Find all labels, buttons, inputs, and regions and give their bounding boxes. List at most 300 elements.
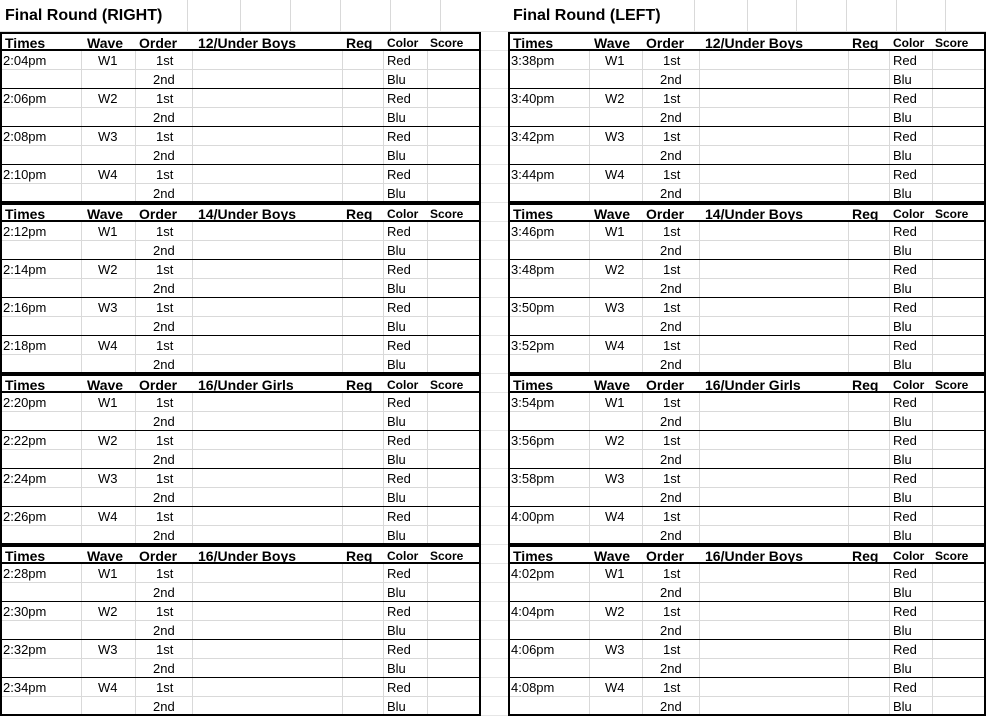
table-row[interactable]	[510, 431, 984, 450]
cell-divider	[427, 317, 428, 335]
table-row[interactable]	[2, 336, 479, 355]
cell-divider	[81, 222, 82, 240]
cell-divider	[699, 564, 700, 582]
cell-divider	[427, 659, 428, 677]
cell-divider	[192, 51, 193, 69]
color-cell: Red	[387, 53, 411, 68]
color-cell: Red	[893, 224, 917, 239]
cell-divider	[889, 450, 890, 468]
cell-divider	[427, 450, 428, 468]
table-row[interactable]	[510, 697, 984, 716]
table-row[interactable]	[2, 640, 479, 659]
grid-line	[481, 354, 508, 355]
cell-divider	[889, 393, 890, 411]
header-wave: Wave	[87, 35, 124, 51]
grid-line	[481, 639, 508, 640]
cell-divider	[589, 355, 590, 372]
cell-divider	[383, 241, 384, 259]
header-row	[2, 32, 479, 51]
cell-divider	[889, 70, 890, 88]
cell-divider	[699, 51, 700, 69]
cell-divider	[642, 165, 643, 183]
table-row[interactable]	[2, 127, 479, 146]
cell-divider	[589, 602, 590, 620]
cell-divider	[642, 697, 643, 714]
cell-divider	[642, 678, 643, 696]
cell-divider	[427, 222, 428, 240]
cell-divider	[135, 127, 136, 145]
cell-divider	[932, 336, 933, 354]
schedule-section	[0, 545, 481, 716]
cell-divider	[889, 165, 890, 183]
panel-right	[0, 0, 481, 716]
table-row[interactable]	[510, 51, 984, 70]
table-row[interactable]	[2, 583, 479, 602]
table-row[interactable]	[2, 488, 479, 507]
cell-divider	[192, 659, 193, 677]
cell-divider	[427, 678, 428, 696]
cell-divider	[427, 526, 428, 543]
header-reg: Reg	[346, 206, 373, 222]
table-row[interactable]	[2, 526, 479, 545]
wave-cell: W2	[605, 604, 625, 619]
table-row[interactable]	[2, 146, 479, 165]
table-row[interactable]	[510, 127, 984, 146]
color-cell: Red	[893, 91, 917, 106]
table-row[interactable]	[2, 89, 479, 108]
cell-divider	[383, 526, 384, 543]
table-row[interactable]	[510, 184, 984, 203]
color-cell: Red	[893, 642, 917, 657]
cell-divider	[427, 469, 428, 487]
cell-divider	[135, 564, 136, 582]
table-row[interactable]	[510, 298, 984, 317]
cell-divider	[642, 222, 643, 240]
cell-divider	[699, 431, 700, 449]
cell-divider	[589, 393, 590, 411]
schedule-section	[508, 374, 986, 545]
cell-divider	[589, 51, 590, 69]
table-row[interactable]	[510, 659, 984, 678]
table-row[interactable]	[510, 393, 984, 412]
grid-line	[694, 0, 695, 31]
grid-line	[340, 0, 341, 31]
cell-divider	[932, 317, 933, 335]
table-row[interactable]	[510, 469, 984, 488]
time-cell: 3:58pm	[511, 471, 555, 486]
cell-divider	[699, 222, 700, 240]
wave-cell: W4	[605, 680, 625, 695]
order-cell: 2nd	[153, 585, 175, 600]
cell-divider	[932, 564, 933, 582]
grid-line	[481, 335, 508, 336]
order-cell: 1st	[663, 471, 681, 486]
cell-divider	[383, 89, 384, 107]
cell-divider	[383, 146, 384, 164]
color-cell: Blu	[893, 281, 912, 296]
cell-divider	[848, 659, 849, 677]
header-reg: Reg	[852, 35, 879, 51]
order-cell: 2nd	[660, 699, 682, 714]
grid-line	[945, 0, 946, 31]
table-row[interactable]	[510, 241, 984, 260]
color-cell: Red	[387, 680, 411, 695]
cell-divider	[699, 621, 700, 639]
order-cell: 1st	[156, 604, 174, 619]
cell-divider	[848, 298, 849, 316]
time-cell: 3:42pm	[511, 129, 555, 144]
table-row[interactable]	[2, 51, 479, 70]
table-row[interactable]	[510, 640, 984, 659]
cell-divider	[383, 393, 384, 411]
cell-divider	[889, 412, 890, 430]
cell-divider	[192, 70, 193, 88]
wave-cell: W3	[98, 471, 118, 486]
cell-divider	[383, 412, 384, 430]
table-row[interactable]	[2, 450, 479, 469]
cell-divider	[848, 241, 849, 259]
table-row[interactable]	[510, 412, 984, 431]
table-row[interactable]	[510, 488, 984, 507]
header-row	[510, 545, 984, 564]
cell-divider	[848, 640, 849, 658]
order-cell: 1st	[663, 395, 681, 410]
table-row[interactable]	[2, 241, 479, 260]
table-row[interactable]	[2, 393, 479, 412]
order-cell: 1st	[663, 300, 681, 315]
cell-divider	[383, 583, 384, 601]
table-row[interactable]	[510, 260, 984, 279]
grid-line	[481, 468, 508, 469]
cell-divider	[889, 469, 890, 487]
cell-divider	[889, 488, 890, 506]
color-cell: Red	[893, 167, 917, 182]
table-row[interactable]	[2, 602, 479, 621]
cell-divider	[642, 621, 643, 639]
color-cell: Blu	[893, 528, 912, 543]
cell-divider	[342, 602, 343, 620]
cell-divider	[932, 640, 933, 658]
header-wave: Wave	[594, 377, 631, 393]
color-cell: Red	[387, 471, 411, 486]
table-row[interactable]	[2, 697, 479, 716]
cell-divider	[699, 640, 700, 658]
order-cell: 1st	[156, 300, 174, 315]
cell-divider	[383, 678, 384, 696]
cell-divider	[192, 127, 193, 145]
table-row[interactable]	[2, 165, 479, 184]
header-reg: Reg	[852, 377, 879, 393]
grid-line	[481, 126, 508, 127]
cell-divider	[81, 51, 82, 69]
grid-line	[240, 0, 241, 31]
grid-line	[481, 183, 508, 184]
order-cell: 2nd	[660, 110, 682, 125]
cell-divider	[383, 184, 384, 201]
grid-line	[481, 50, 508, 51]
schedule-section	[0, 32, 481, 203]
table-row[interactable]	[2, 507, 479, 526]
table-row[interactable]	[510, 317, 984, 336]
cell-divider	[342, 659, 343, 677]
header-wave: Wave	[594, 548, 631, 564]
color-cell: Blu	[387, 585, 406, 600]
panel-title: Final Round (LEFT)	[513, 7, 661, 24]
time-cell: 3:54pm	[511, 395, 555, 410]
panel-title: Final Round (RIGHT)	[5, 7, 163, 24]
wave-cell: W4	[605, 509, 625, 524]
cell-divider	[427, 241, 428, 259]
cell-divider	[889, 640, 890, 658]
grid-line	[481, 297, 508, 298]
order-cell: 2nd	[153, 110, 175, 125]
order-cell: 1st	[156, 91, 174, 106]
color-cell: Blu	[387, 186, 406, 201]
cell-divider	[589, 412, 590, 430]
wave-cell: W2	[98, 262, 118, 277]
cell-divider	[427, 165, 428, 183]
cell-divider	[135, 70, 136, 88]
table-row[interactable]	[510, 108, 984, 127]
cell-divider	[889, 697, 890, 714]
cell-divider	[589, 89, 590, 107]
cell-divider	[81, 355, 82, 372]
order-cell: 1st	[156, 224, 174, 239]
table-row[interactable]	[2, 469, 479, 488]
table-row[interactable]	[2, 431, 479, 450]
color-cell: Red	[387, 167, 411, 182]
table-row[interactable]	[510, 336, 984, 355]
cell-divider	[81, 640, 82, 658]
table-row[interactable]	[510, 602, 984, 621]
time-cell: 3:52pm	[511, 338, 555, 353]
grid-line	[481, 164, 508, 165]
cell-divider	[642, 640, 643, 658]
table-row[interactable]	[510, 146, 984, 165]
cell-divider	[699, 469, 700, 487]
header-score: Score	[935, 36, 969, 50]
wave-cell: W1	[98, 566, 118, 581]
time-cell: 4:06pm	[511, 642, 555, 657]
header-times: Times	[513, 548, 554, 564]
cell-divider	[932, 108, 933, 126]
cell-divider	[383, 507, 384, 525]
order-cell: 1st	[156, 262, 174, 277]
cell-divider	[135, 355, 136, 372]
wave-cell: W1	[98, 224, 118, 239]
color-cell: Blu	[387, 661, 406, 676]
table-row[interactable]	[510, 621, 984, 640]
order-cell: 2nd	[153, 357, 175, 372]
cell-divider	[589, 317, 590, 335]
cell-divider	[848, 51, 849, 69]
cell-divider	[135, 450, 136, 468]
table-row[interactable]	[2, 355, 479, 374]
cell-divider	[342, 678, 343, 696]
header-score: Score	[935, 549, 969, 563]
grid-line	[440, 0, 441, 31]
header-row	[2, 203, 479, 222]
cell-divider	[383, 488, 384, 506]
cell-divider	[135, 279, 136, 297]
cell-divider	[589, 621, 590, 639]
header-row	[2, 374, 479, 393]
cell-divider	[889, 336, 890, 354]
table-row[interactable]	[2, 279, 479, 298]
cell-divider	[642, 51, 643, 69]
color-cell: Red	[893, 680, 917, 695]
color-cell: Red	[893, 433, 917, 448]
grid-line	[481, 202, 508, 203]
color-cell: Blu	[893, 243, 912, 258]
cell-divider	[848, 355, 849, 372]
cell-divider	[342, 298, 343, 316]
table-row[interactable]	[510, 450, 984, 469]
header-score: Score	[935, 207, 969, 221]
table-row[interactable]	[2, 621, 479, 640]
order-cell: 1st	[156, 338, 174, 353]
table-row[interactable]	[510, 507, 984, 526]
order-cell: 2nd	[660, 357, 682, 372]
header-order: Order	[646, 548, 685, 564]
color-cell: Blu	[387, 319, 406, 334]
color-cell: Blu	[893, 357, 912, 372]
table-row[interactable]	[510, 165, 984, 184]
table-row[interactable]	[510, 222, 984, 241]
order-cell: 1st	[156, 433, 174, 448]
cell-divider	[383, 298, 384, 316]
cell-divider	[889, 507, 890, 525]
order-cell: 2nd	[153, 148, 175, 163]
time-cell: 2:18pm	[3, 338, 47, 353]
cell-divider	[848, 583, 849, 601]
header-color: Color	[387, 207, 419, 221]
header-division: 14/Under Boys	[705, 206, 804, 222]
color-cell: Blu	[387, 414, 406, 429]
order-cell: 1st	[663, 642, 681, 657]
color-cell: Blu	[893, 452, 912, 467]
grid-line	[481, 601, 508, 602]
title-row	[508, 0, 986, 32]
table-row[interactable]	[510, 89, 984, 108]
table-row[interactable]	[510, 355, 984, 374]
cell-divider	[81, 507, 82, 525]
color-cell: Red	[893, 395, 917, 410]
cell-divider	[342, 469, 343, 487]
table-row[interactable]	[2, 678, 479, 697]
cell-divider	[135, 108, 136, 126]
cell-divider	[699, 336, 700, 354]
wave-cell: W1	[605, 566, 625, 581]
header-reg: Reg	[852, 206, 879, 222]
table-row[interactable]	[2, 108, 479, 127]
header-order: Order	[646, 35, 685, 51]
cell-divider	[932, 222, 933, 240]
cell-divider	[699, 298, 700, 316]
cell-divider	[81, 279, 82, 297]
order-cell: 2nd	[153, 281, 175, 296]
cell-divider	[427, 184, 428, 201]
cell-divider	[889, 583, 890, 601]
time-cell: 3:56pm	[511, 433, 555, 448]
cell-divider	[81, 583, 82, 601]
cell-divider	[642, 450, 643, 468]
cell-divider	[699, 279, 700, 297]
cell-divider	[342, 697, 343, 714]
table-row[interactable]	[510, 526, 984, 545]
cell-divider	[699, 526, 700, 543]
color-cell: Red	[387, 300, 411, 315]
table-row[interactable]	[510, 583, 984, 602]
color-cell: Blu	[387, 452, 406, 467]
cell-divider	[848, 526, 849, 543]
cell-divider	[848, 621, 849, 639]
order-cell: 1st	[156, 471, 174, 486]
cell-divider	[589, 184, 590, 201]
table-row[interactable]	[2, 564, 479, 583]
wave-cell: W2	[98, 604, 118, 619]
cell-divider	[81, 127, 82, 145]
cell-divider	[192, 89, 193, 107]
cell-divider	[135, 602, 136, 620]
order-cell: 2nd	[153, 186, 175, 201]
cell-divider	[81, 393, 82, 411]
wave-cell: W4	[98, 680, 118, 695]
table-row[interactable]	[510, 564, 984, 583]
header-color: Color	[387, 549, 419, 563]
cell-divider	[589, 697, 590, 714]
cell-divider	[889, 260, 890, 278]
cell-divider	[932, 165, 933, 183]
order-cell: 1st	[156, 395, 174, 410]
cell-divider	[192, 260, 193, 278]
table-row[interactable]	[2, 659, 479, 678]
grid-line	[481, 392, 508, 393]
order-cell: 1st	[156, 167, 174, 182]
cell-divider	[427, 393, 428, 411]
order-cell: 1st	[156, 129, 174, 144]
table-row[interactable]	[2, 298, 479, 317]
cell-divider	[81, 241, 82, 259]
color-cell: Blu	[387, 148, 406, 163]
header-times: Times	[5, 35, 46, 51]
wave-cell: W2	[98, 433, 118, 448]
cell-divider	[427, 355, 428, 372]
grid-line	[481, 259, 508, 260]
cell-divider	[642, 659, 643, 677]
table-row[interactable]	[2, 412, 479, 431]
wave-cell: W4	[98, 338, 118, 353]
header-wave: Wave	[87, 377, 124, 393]
table-row[interactable]	[2, 70, 479, 89]
table-row[interactable]	[2, 184, 479, 203]
header-order: Order	[139, 377, 178, 393]
cell-divider	[192, 412, 193, 430]
cell-divider	[848, 412, 849, 430]
table-row[interactable]	[510, 279, 984, 298]
table-row[interactable]	[2, 260, 479, 279]
color-cell: Blu	[893, 661, 912, 676]
table-row[interactable]	[2, 222, 479, 241]
order-cell: 1st	[663, 604, 681, 619]
table-row[interactable]	[510, 678, 984, 697]
header-reg: Reg	[852, 548, 879, 564]
cell-divider	[642, 564, 643, 582]
color-cell: Blu	[893, 72, 912, 87]
table-row[interactable]	[510, 70, 984, 89]
color-cell: Blu	[387, 243, 406, 258]
table-row[interactable]	[2, 317, 479, 336]
